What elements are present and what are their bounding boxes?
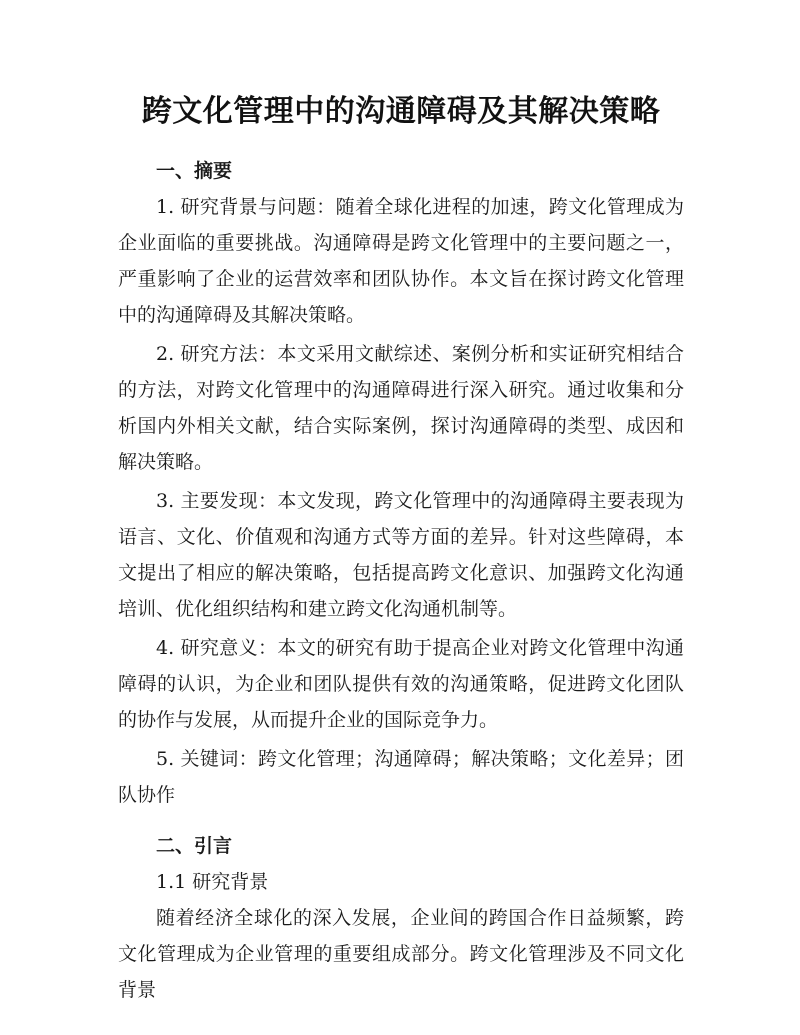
document-page [118, 86, 684, 1008]
section-heading-abstract: 一、摘要 [156, 160, 233, 182]
section-heading-introduction: 二、引言 [156, 835, 233, 857]
abstract-paragraph-keywords: 5. 关键词：跨文化管理；沟通障碍；解决策略；文化差异；团队协作 [118, 748, 684, 806]
abstract-paragraph-findings: 3. 主要发现：本文发现，跨文化管理中的沟通障碍主要表现为语言、文化、价值观和沟通方式等方面的差异。针对这些障碍，本文提出了相应的解决策略，包括提高跨文化意识、加强跨文化沟通培训、优化组织结构和建立跨文化沟通机制等。 [118, 490, 684, 620]
subsection-heading-background: 1.1 研究背景 [156, 871, 269, 893]
abstract-paragraph-methods: 2. 研究方法：本文采用文献综述、案例分析和实证研究相结合的方法，对跨文化管理中的沟通障碍进行深入研究。通过收集和分析国内外相关文献，结合实际案例，探讨沟通障碍的类型、成因和解决策略。 [118, 343, 684, 473]
abstract-paragraph-significance: 4. 研究意义：本文的研究有助于提高企业对跨文化管理中沟通障碍的认识，为企业和团队提供有效的沟通策略，促进跨文化团队的协作与发展，从而提升企业的国际竞争力。 [118, 637, 684, 731]
introduction-paragraph: 随着经济全球化的深入发展，企业间的跨国合作日益频繁，跨文化管理成为企业管理的重要组成部分。跨文化管理涉及不同文化背景 [118, 907, 684, 1001]
abstract-paragraph-background: 1. 研究背景与问题：随着全球化进程的加速，跨文化管理成为企业面临的重要挑战。沟通障碍是跨文化管理中的主要问题之一，严重影响了企业的运营效率和团队协作。本文旨在探讨跨文化管理中的沟通障碍及其解决策略。 [118, 196, 684, 326]
document-title: 跨文化管理中的沟通障碍及其解决策略 [141, 94, 661, 129]
